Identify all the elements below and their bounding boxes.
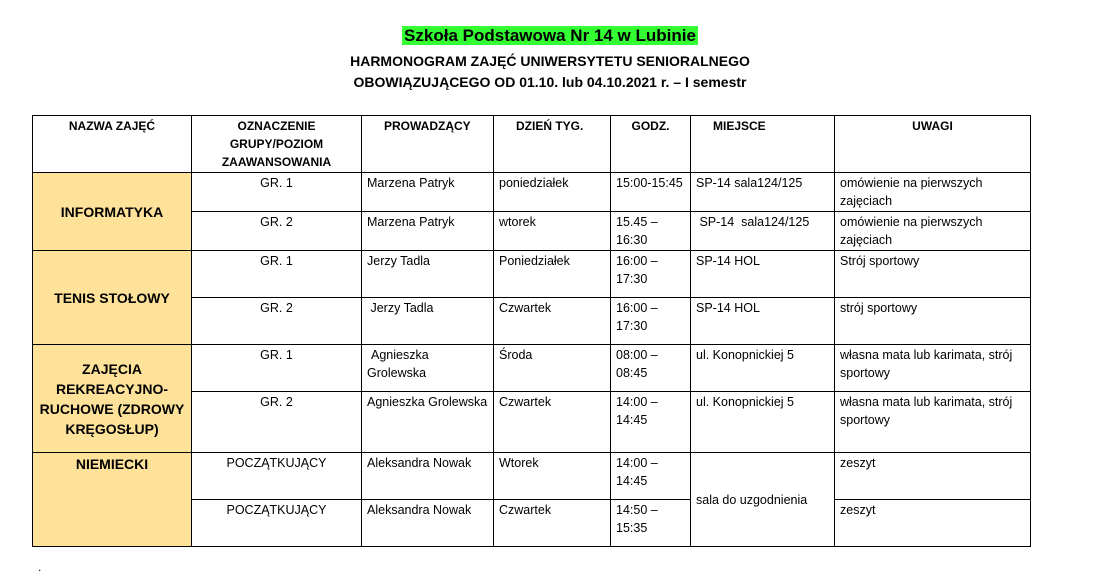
- teacher-cell: Aleksandra Nowak: [362, 500, 494, 547]
- notes-cell: zeszyt: [835, 500, 1031, 547]
- group-cell: GR. 2: [192, 392, 362, 453]
- group-cell: GR. 1: [192, 173, 362, 212]
- day-cell: Wtorek: [494, 453, 611, 500]
- teacher-cell: Jerzy Tadla: [362, 251, 494, 298]
- column-header-time: GODZ.: [611, 116, 691, 173]
- day-cell: Czwartek: [494, 298, 611, 345]
- schedule-table: [32, 115, 1031, 547]
- subject-cell: ZAJĘCIA REKREACYJNO-RUCHOWE (ZDROWY KRĘGOSŁUP): [33, 345, 192, 453]
- group-cell: GR. 2: [192, 212, 362, 251]
- notes-cell: zeszyt: [835, 453, 1031, 500]
- group-cell: POCZĄTKUJĄCY: [192, 453, 362, 500]
- footer-mark: .: [38, 560, 42, 574]
- place-cell: SP-14 sala124/125: [691, 212, 835, 251]
- notes-cell: omówienie na pierwszych zajęciach: [835, 212, 1031, 251]
- time-cell: 08:00 – 08:45: [611, 345, 691, 392]
- column-header-subject: NAZWA ZAJĘĆ: [33, 116, 192, 173]
- time-cell: 16:00 – 17:30: [611, 251, 691, 298]
- column-header-day: DZIEŃ TYG.: [494, 116, 611, 173]
- school-name-heading: [0, 26, 1100, 46]
- day-cell: Czwartek: [494, 500, 611, 547]
- place-cell: SP-14 HOL: [691, 298, 835, 345]
- column-header-notes: UWAGI: [835, 116, 1031, 173]
- subject-cell: NIEMIECKI: [33, 453, 192, 547]
- table-row: [33, 173, 1031, 212]
- notes-cell: omówienie na pierwszych zajęciach: [835, 173, 1031, 212]
- notes-cell: Strój sportowy: [835, 251, 1031, 298]
- group-cell: GR. 1: [192, 345, 362, 392]
- group-cell: GR. 1: [192, 251, 362, 298]
- place-cell: SP-14 HOL: [691, 251, 835, 298]
- schedule-subtitle: OBOWIĄZUJĄCEGO OD 01.10. lub 04.10.2021 r. – I semestr: [353, 74, 747, 90]
- day-cell: poniedziałek: [494, 173, 611, 212]
- day-cell: wtorek: [494, 212, 611, 251]
- day-cell: Czwartek: [494, 392, 611, 453]
- table-header-row: [33, 116, 1031, 173]
- day-cell: Poniedziałek: [494, 251, 611, 298]
- place-cell: SP-14 sala124/125: [691, 173, 835, 212]
- table-row: [33, 251, 1031, 298]
- time-cell: 14:50 – 15:35: [611, 500, 691, 547]
- time-cell: 14:00 – 14:45: [611, 453, 691, 500]
- place-cell: sala do uzgodnienia: [691, 453, 835, 547]
- teacher-cell: Jerzy Tadla: [362, 298, 494, 345]
- school-name: Szkoła Podstawowa Nr 14 w Lubinie: [404, 26, 696, 45]
- subject-cell: TENIS STOŁOWY: [33, 251, 192, 345]
- notes-cell: własna mata lub karimata, strój sportowy: [835, 345, 1031, 392]
- notes-cell: strój sportowy: [835, 298, 1031, 345]
- teacher-cell: Aleksandra Nowak: [362, 453, 494, 500]
- place-cell: ul. Konopnickiej 5: [691, 392, 835, 453]
- notes-cell: własna mata lub karimata, strój sportowy: [835, 392, 1031, 453]
- day-cell: Środa: [494, 345, 611, 392]
- time-cell: 15.45 – 16:30: [611, 212, 691, 251]
- column-header-teacher: PROWADZĄCY: [362, 116, 494, 173]
- table-row: [33, 345, 1031, 392]
- table-row: [33, 453, 1031, 500]
- teacher-cell: Marzena Patryk: [362, 212, 494, 251]
- place-cell: ul. Konopnickiej 5: [691, 345, 835, 392]
- group-cell: GR. 2: [192, 298, 362, 345]
- column-header-group: OZNACZENIE GRUPY/POZIOM ZAAWANSOWANIA: [192, 116, 362, 173]
- teacher-cell: Agnieszka Grolewska: [362, 392, 494, 453]
- teacher-cell: Agnieszka Grolewska: [362, 345, 494, 392]
- teacher-cell: Marzena Patryk: [362, 173, 494, 212]
- subject-cell: INFORMATYKA: [33, 173, 192, 251]
- time-cell: 16:00 – 17:30: [611, 298, 691, 345]
- schedule-title: HARMONOGRAM ZAJĘĆ UNIWERSYTETU SENIORALNEGO: [350, 53, 750, 69]
- time-cell: 14:00 – 14:45: [611, 392, 691, 453]
- column-header-place: MIEJSCE: [691, 116, 835, 173]
- time-cell: 15:00-15:45: [611, 173, 691, 212]
- group-cell: POCZĄTKUJĄCY: [192, 500, 362, 547]
